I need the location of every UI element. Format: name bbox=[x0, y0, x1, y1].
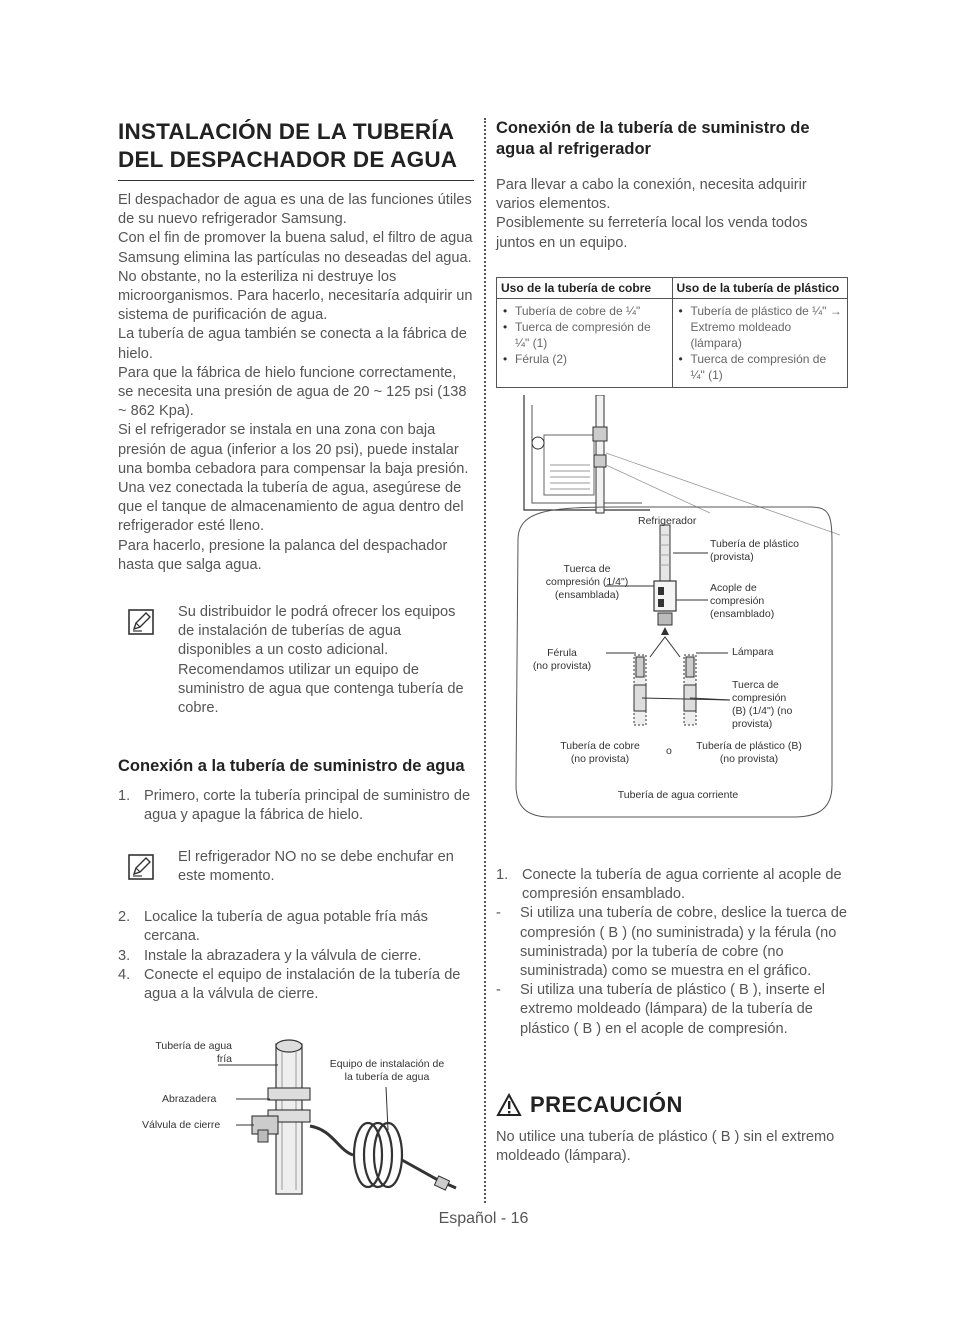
intro-text bbox=[118, 191, 474, 575]
title-line-2: DEL DESPACHADOR DE AGUA bbox=[118, 147, 458, 172]
label-cold-pipe bbox=[142, 1040, 232, 1066]
valve-figure bbox=[118, 1030, 474, 1200]
step-item bbox=[496, 866, 848, 904]
label-install-kit bbox=[314, 1058, 460, 1084]
table-header-row bbox=[497, 277, 848, 298]
intro-paragraph: Si el refrigerador se instala en una zona con baja presión de agua (inferior a los 20 psi), puede instalar una bomba cebadora para compensar la baja presión. bbox=[118, 422, 469, 477]
step-text: Conecte el equipo de instalación de la tubería de agua a la válvula de cierre. bbox=[144, 966, 461, 1002]
intro-paragraph: El despachador de agua es una de las funciones útiles de su nuevo refrigerador Samsung. bbox=[118, 192, 472, 228]
intro-paragraph: Una vez conectada la tubería de agua, asegúrese de que el tanque de almacenamiento de agua dentro del refrigerador esté lleno. bbox=[118, 480, 464, 535]
step-number: 4. bbox=[118, 966, 131, 983]
label-line: fría bbox=[216, 1053, 232, 1065]
caution-heading bbox=[496, 1092, 848, 1118]
label-line: Tubería de cobre bbox=[560, 740, 640, 752]
label-nut-b bbox=[732, 679, 792, 731]
dash-item-plastic bbox=[496, 981, 848, 1039]
label-copper-tube bbox=[550, 740, 650, 766]
step-number: 3. bbox=[118, 947, 131, 964]
step-number: 2. bbox=[118, 909, 131, 926]
list-item: • Tubería de cobre de ¼" bbox=[501, 303, 668, 319]
right-steps bbox=[496, 866, 848, 1039]
section-title-supply: Conexión a la tubería de suministro de agua bbox=[118, 757, 465, 776]
table-cell-copper bbox=[497, 298, 673, 387]
label-line: Acople de bbox=[710, 582, 757, 594]
intro-paragraph: Para llevar a cabo la conexión, necesita adquirir varios elementos. bbox=[496, 177, 807, 213]
label-clamp: Abrazadera bbox=[162, 1093, 217, 1105]
caution-text: No utilice una tubería de plástico ( B ) sin el extremo moldeado (lámpara). bbox=[496, 1129, 835, 1165]
dash-text: Si utiliza una tubería de cobre, deslice la tuerca de compresión ( B ) (no suministrada) y la férula (no suministrada) por la tubería de cobre (no suministrada) como se muestra en el gráfico. bbox=[520, 905, 847, 980]
label-line: compresión (1/4") bbox=[545, 576, 629, 588]
label-line: (provista) bbox=[710, 551, 754, 563]
step-text: Primero, corte la tubería principal de suministro de agua y apague la fábrica de hielo. bbox=[144, 788, 471, 824]
label-plastic-tube-b bbox=[684, 740, 814, 766]
label-line: (ensamblado) bbox=[710, 608, 775, 620]
list-item: • Férula (2) bbox=[501, 351, 668, 367]
step-text: Conecte la tubería de agua corriente al acople de compresión ensamblado. bbox=[522, 867, 842, 903]
label-line: Tubería de plástico bbox=[710, 538, 799, 550]
label-line: (no provista) bbox=[719, 753, 779, 765]
step-number: 1. bbox=[496, 867, 509, 883]
connection-figure bbox=[510, 395, 846, 820]
list-item: • Tuerca de compresión de ¼" (1) bbox=[677, 351, 844, 383]
left-column bbox=[118, 118, 474, 1004]
label-line: Férula bbox=[547, 647, 577, 659]
intro-paragraph: Para hacerlo, presione la palanca del despachador hasta que salga agua. bbox=[118, 537, 448, 573]
column-divider bbox=[484, 118, 486, 1203]
intro-paragraph: Posiblemente su ferretería local los venda todos juntos en un equipo. bbox=[496, 215, 808, 251]
label-line: (B) (1/4") (no bbox=[732, 705, 793, 717]
label-line: compresión bbox=[732, 692, 787, 704]
step-item bbox=[118, 908, 474, 946]
steps-list-right bbox=[496, 866, 848, 904]
table-header-plastic: Uso de la tubería de plástico bbox=[672, 277, 848, 298]
table-cell-plastic bbox=[672, 298, 848, 387]
note-distributor bbox=[118, 603, 474, 718]
label-line: Tubería de agua bbox=[155, 1040, 232, 1052]
page-footer: Español - 16 bbox=[438, 1210, 529, 1227]
right-intro bbox=[496, 176, 848, 253]
step-number: 1. bbox=[118, 788, 131, 805]
label-plastic-tube bbox=[710, 538, 799, 564]
intro-paragraph: La tubería de agua también se conecta a la fábrica de hielo. bbox=[118, 326, 467, 362]
label-mains-pipe: Tubería de agua corriente bbox=[617, 789, 739, 801]
title-line-1: INSTALACIÓN DE LA TUBERÍA bbox=[118, 119, 455, 144]
page-title bbox=[118, 118, 474, 174]
note-pencil-icon bbox=[128, 609, 154, 635]
list-item: • Tubería de plástico de ¼" → Extremo moldeado (lámpara) bbox=[677, 303, 844, 351]
step-text: Localice la tubería de agua potable fría más cercana. bbox=[144, 909, 428, 945]
label-line: Tuerca de bbox=[563, 563, 611, 575]
label-nut-assembled bbox=[522, 563, 652, 602]
label-line: (ensamblada) bbox=[554, 589, 620, 601]
note-pencil-icon bbox=[128, 854, 154, 880]
steps-list-2 bbox=[118, 908, 474, 1004]
intro-paragraph: Con el fin de promover la buena salud, el filtro de agua Samsung elimina las partículas no deseadas del agua. No obstante, no la esteriliza ni destruye los microorganismos. Para hacerlo, necesitaría adquirir un sistema de purificación de agua. bbox=[118, 230, 473, 324]
label-line: Tubería de plástico (B) bbox=[696, 740, 802, 752]
step-item bbox=[118, 787, 474, 825]
dash-mark: - bbox=[496, 982, 501, 999]
caution-title: PRECAUCIÓN bbox=[530, 1092, 683, 1117]
table-row bbox=[497, 298, 848, 387]
label-valve: Válvula de cierre bbox=[142, 1119, 221, 1131]
label-line: Equipo de instalación de bbox=[329, 1058, 445, 1070]
note-text: El refrigerador NO no se debe enchufar en este momento. bbox=[178, 848, 454, 884]
label-line: provista) bbox=[732, 718, 773, 730]
label-coupling bbox=[710, 582, 774, 621]
dash-item-copper bbox=[496, 904, 848, 981]
label-line: Tuerca de bbox=[732, 679, 779, 691]
note-text: Su distribuidor le podrá ofrecer los equipos de instalación de tuberías de agua disponibles a un costo adicional. Recomendamos utilizar un equipo de suministro de agua que contenga tubería de cobre. bbox=[178, 604, 464, 717]
title-rule bbox=[118, 180, 474, 181]
step-item bbox=[118, 947, 474, 966]
step-text: Instale la abrazadera y la válvula de cierre. bbox=[144, 947, 422, 964]
steps-list-1 bbox=[118, 787, 474, 825]
label-line: la tubería de agua bbox=[344, 1071, 430, 1083]
table-header-copper: Uso de la tubería de cobre bbox=[497, 277, 673, 298]
label-line: (no provista) bbox=[532, 660, 592, 672]
step-item bbox=[118, 966, 474, 1004]
caution-block bbox=[496, 1092, 848, 1166]
right-column bbox=[496, 118, 848, 388]
label-ferrule bbox=[518, 647, 606, 673]
dash-text: Si utiliza una tubería de plástico ( B ), inserte el extremo moldeado (lámpara) de la tubería de plástico ( B ) en el acople de compresión. bbox=[520, 982, 826, 1037]
intro-paragraph: Para que la fábrica de hielo funcione correctamente, se necesita una presión de agua de 20 ~ 125 psi (138 ~ 862 Kpa). bbox=[118, 364, 467, 420]
list-item: • Tuerca de compresión de ¼" (1) bbox=[501, 319, 668, 351]
section-title-connection: Conexión de la tubería de suministro de agua al refrigerador bbox=[496, 119, 810, 158]
label-fridge: Refrigerador bbox=[638, 515, 697, 527]
note-unplugged bbox=[118, 848, 474, 886]
label-lamp: Lámpara bbox=[732, 646, 774, 658]
label-line: compresión bbox=[710, 595, 765, 607]
warning-triangle-icon bbox=[496, 1093, 522, 1117]
dash-mark: - bbox=[496, 905, 501, 922]
parts-table bbox=[496, 277, 848, 388]
label-or: o bbox=[666, 745, 672, 757]
label-line: (no provista) bbox=[570, 753, 630, 765]
